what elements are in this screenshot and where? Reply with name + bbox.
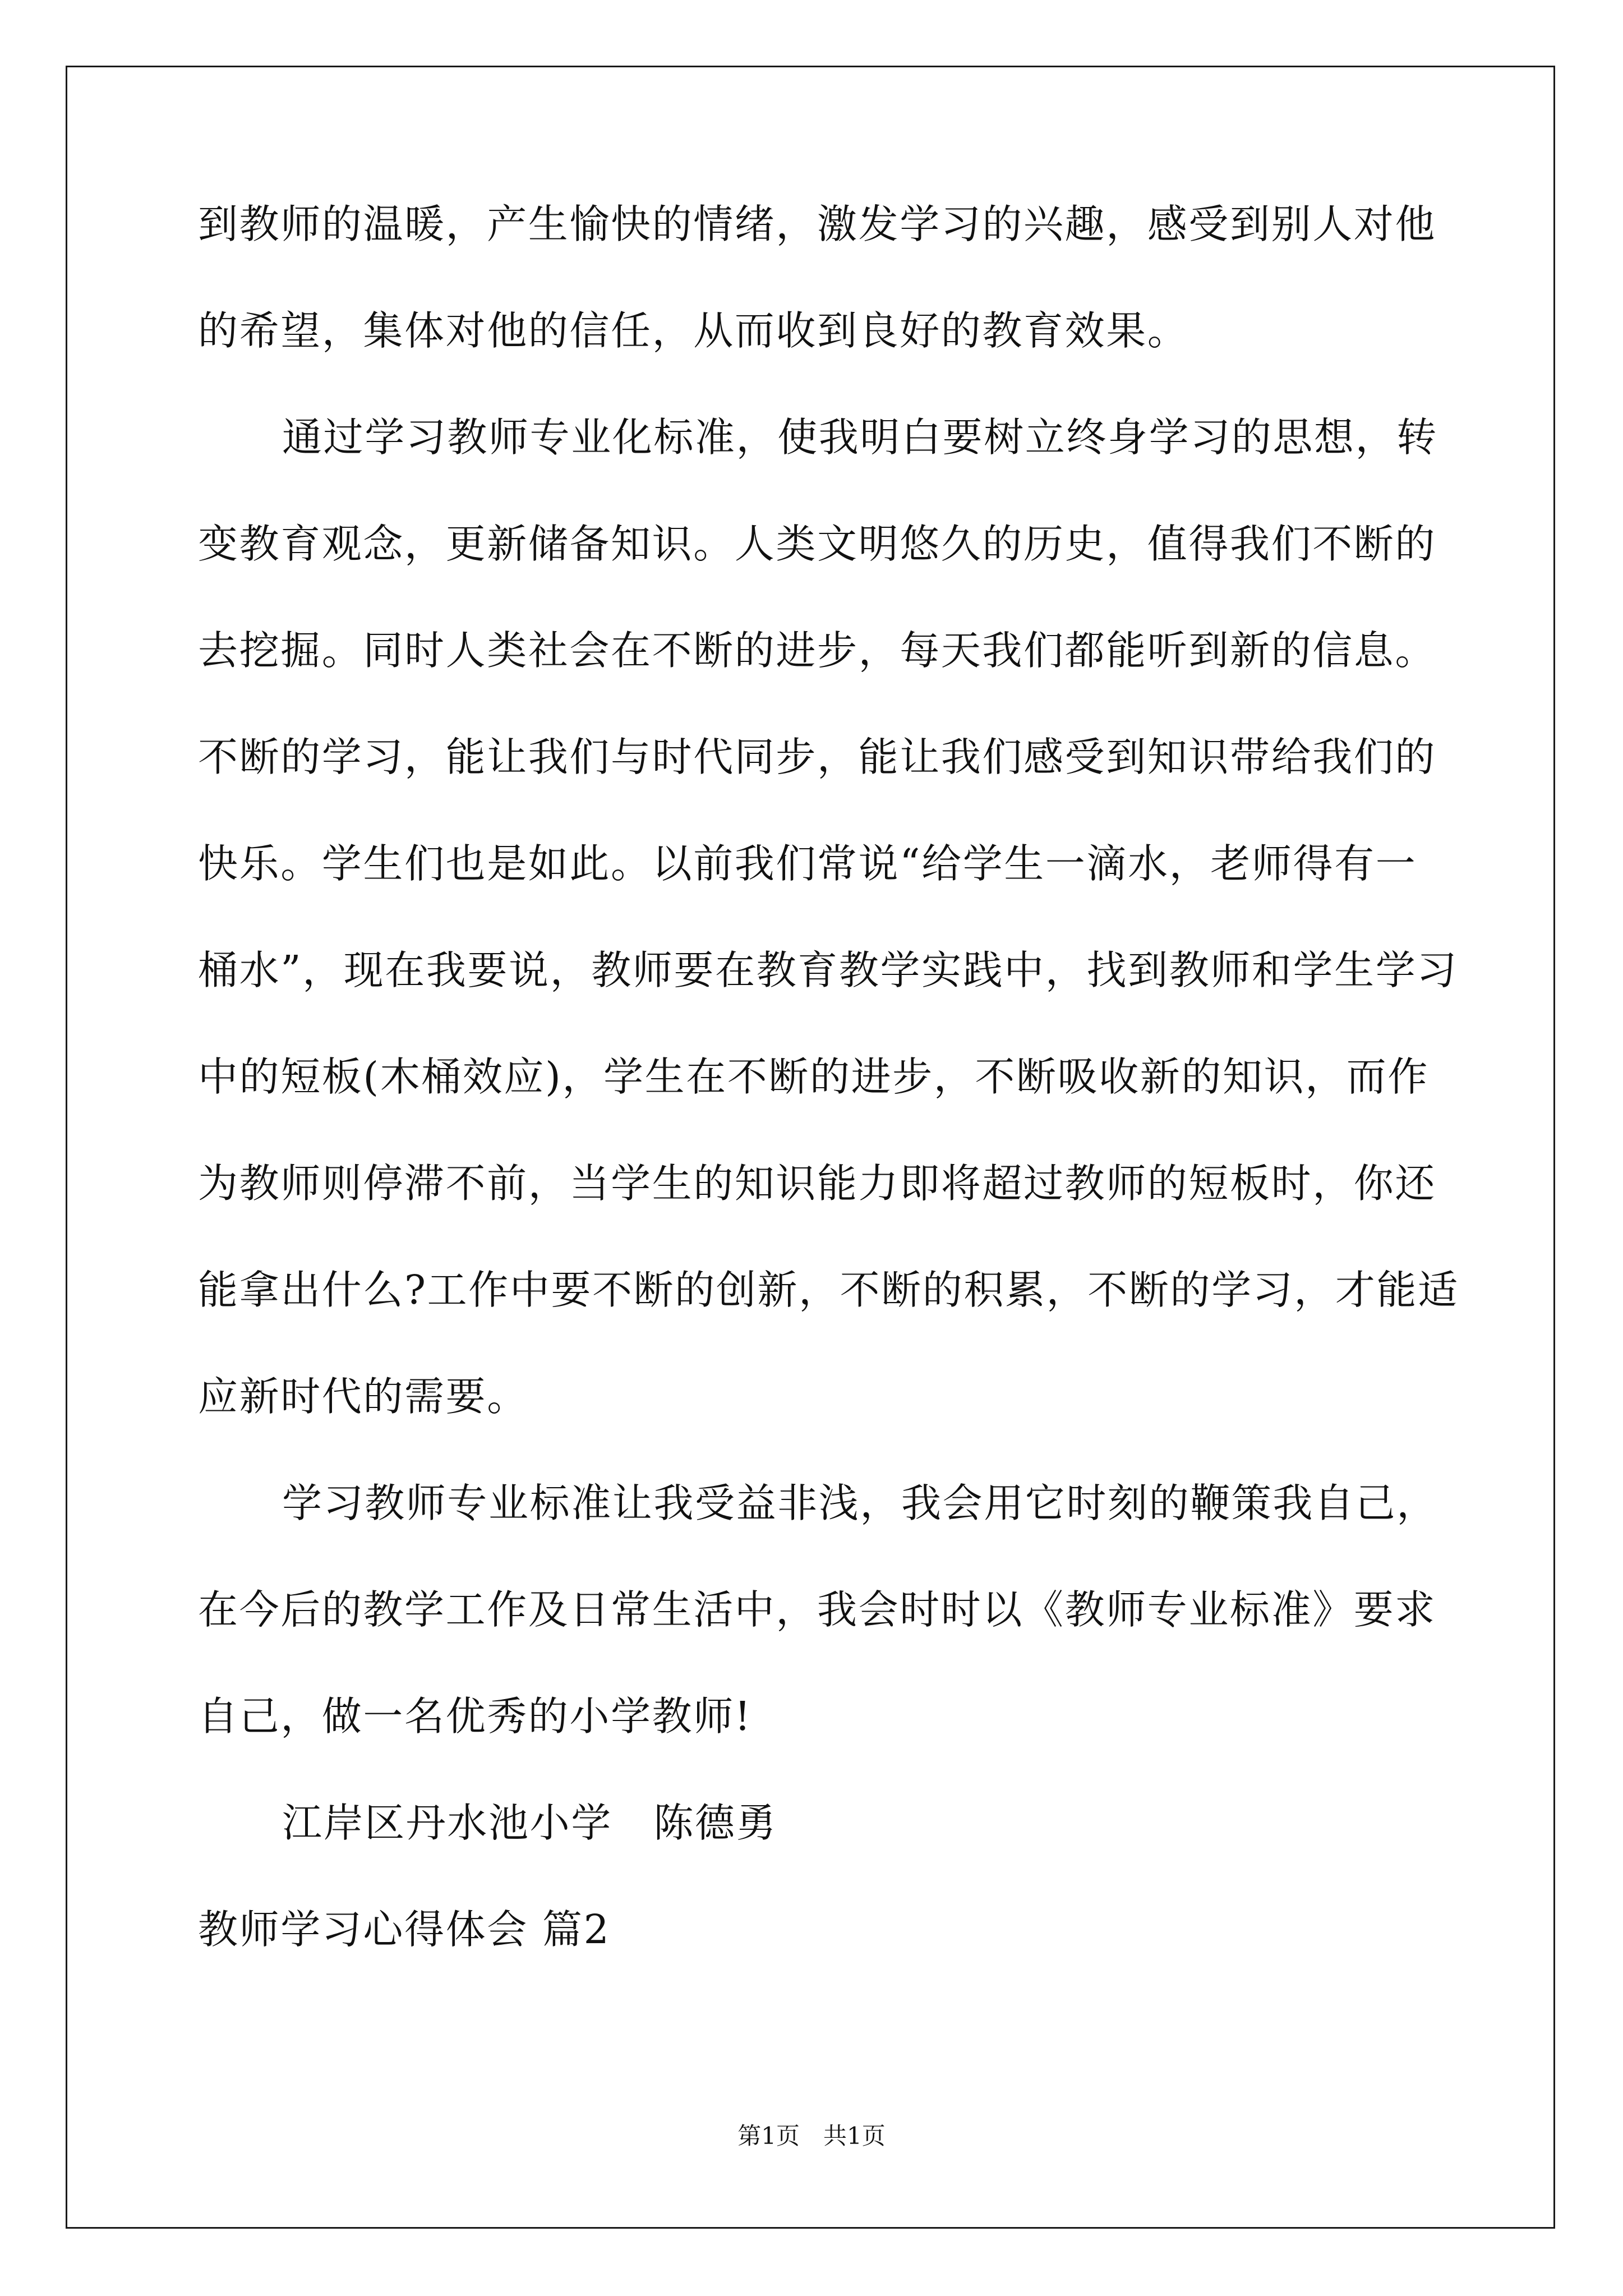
text-line: 去挖掘。同时人类社会在不断的进步，每天我们都能听到新的信息。	[198, 627, 1437, 674]
text-line: 的希望，集体对他的信任，从而收到良好的教育效果。	[198, 307, 1189, 354]
author-signature-line: 江岸区丹水池小学 陈德勇	[282, 1800, 778, 1846]
text-line: 中的短板(木桶效应)，学生在不断的进步，不断吸收新的知识，而作	[198, 1053, 1430, 1100]
page-footer: 第1页 共1页	[737, 2122, 886, 2150]
text-line: 变教育观念，更新储备知识。人类文明悠久的历史，值得我们不断的	[198, 521, 1437, 567]
text-line: 通过学习教师专业化标准，使我明白要树立终身学习的思想，转	[282, 414, 1438, 461]
text-line: 应新时代的需要。	[198, 1373, 528, 1420]
section-heading: 教师学习心得体会 篇2	[198, 1906, 611, 1953]
text-line: 为教师则停滞不前，当学生的知识能力即将超过教师的短板时，你还	[198, 1160, 1437, 1207]
text-line: 学习教师专业标准让我受益非浅，我会用它时刻的鞭策我自己，	[282, 1480, 1438, 1526]
text-line: 快乐。学生们也是如此。以前我们常说“给学生一滴水，老师得有一	[198, 840, 1417, 887]
text-line: 桶水”，现在我要说，教师要在教育教学实践中，找到教师和学生学习	[198, 947, 1458, 993]
text-line: 自己，做一名优秀的小学教师!	[198, 1693, 752, 1740]
text-line: 在今后的教学工作及日常生活中，我会时时以《教师专业标准》要求	[198, 1586, 1437, 1633]
text-line: 能拿出什么?工作中要不断的创新，不断的积累，不断的学习，才能适	[198, 1267, 1459, 1313]
text-line: 到教师的温暖，产生愉快的情绪，激发学习的兴趣，感受到别人对他	[198, 201, 1437, 247]
text-line: 不断的学习，能让我们与时代同步，能让我们感受到知识带给我们的	[198, 734, 1437, 780]
